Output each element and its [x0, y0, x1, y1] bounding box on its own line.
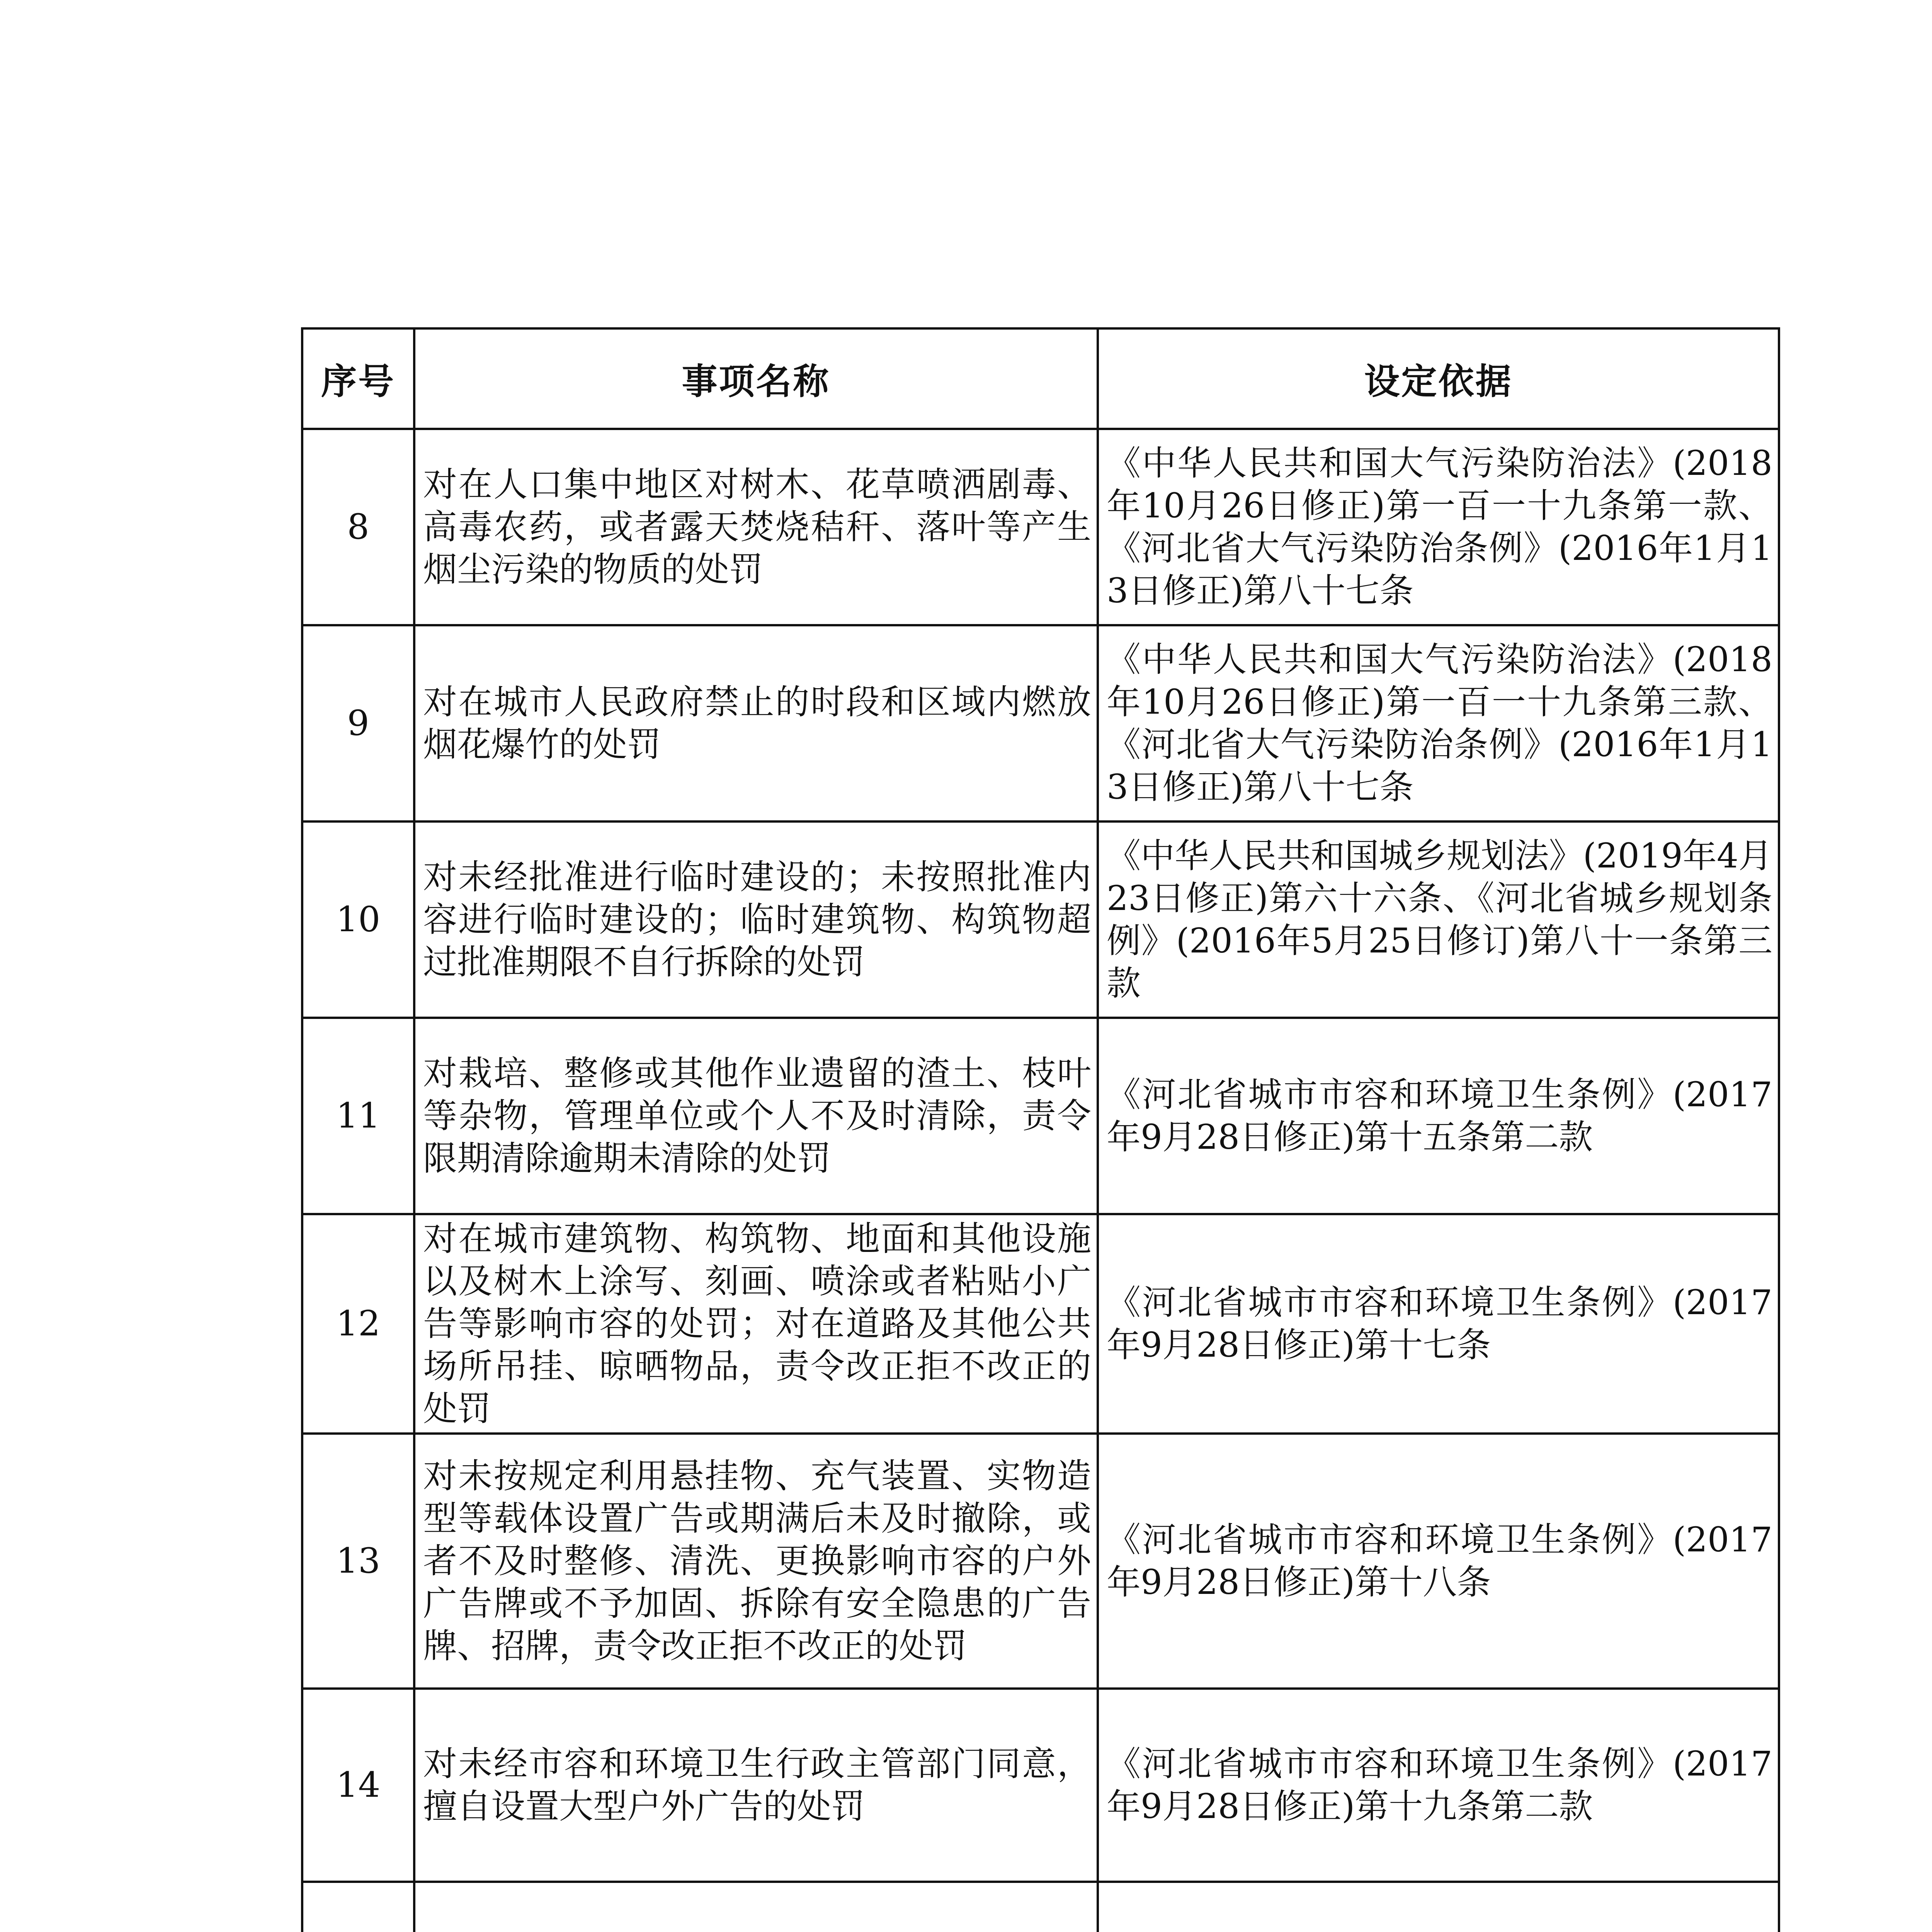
- row-item-name: 对未经市容和环境卫生行政主管部门同意，擅自设置大型户外广告的处罚: [414, 1689, 1098, 1882]
- row-number: 9: [302, 625, 414, 821]
- row-legal-basis: 《中华人民共和国城乡规划法》(2019年4月23日修正)第六十六条、《河北省城乡规划条例》(2016年5月25日修订)第八十一条第三款: [1098, 821, 1779, 1018]
- table-row: [302, 1689, 1779, 1882]
- header-legal-basis: 设定依据: [1098, 328, 1779, 429]
- row-item-name: [414, 1882, 1098, 1932]
- row-legal-basis: 《河北省城市市容和环境卫生条例》(2017年9月28日修正)第十九条第二款: [1098, 1689, 1779, 1882]
- row-number: 12: [302, 1214, 414, 1434]
- row-number: 10: [302, 821, 414, 1018]
- table-header-row: [302, 328, 1779, 429]
- row-item-name: 对在城市人民政府禁止的时段和区域内燃放烟花爆竹的处罚: [414, 625, 1098, 821]
- table-row: [302, 1434, 1779, 1689]
- row-legal-basis: [1098, 1882, 1779, 1932]
- row-item-name: 对在城市建筑物、构筑物、地面和其他设施以及树木上涂写、刻画、喷涂或者粘贴小广告等影响市容的处罚；对在道路及其他公共场所吊挂、晾晒物品，责令改正拒不改正的处罚: [414, 1214, 1098, 1434]
- row-number: 14: [302, 1689, 414, 1882]
- row-number: 13: [302, 1434, 414, 1689]
- table-row: [302, 625, 1779, 821]
- header-number: 序号: [302, 328, 414, 429]
- table-row: [302, 1882, 1779, 1932]
- table-row: [302, 1214, 1779, 1434]
- row-number: 8: [302, 429, 414, 625]
- row-item-name: 对未经批准进行临时建设的；未按照批准内容进行临时建设的；临时建筑物、构筑物超过批准期限不自行拆除的处罚: [414, 821, 1098, 1018]
- table-row: [302, 429, 1779, 625]
- row-legal-basis: 《河北省城市市容和环境卫生条例》(2017年9月28日修正)第十五条第二款: [1098, 1018, 1779, 1214]
- row-item-name: 对在人口集中地区对树木、花草喷洒剧毒、高毒农药，或者露天焚烧秸秆、落叶等产生烟尘污染的物质的处罚: [414, 429, 1098, 625]
- row-number: [302, 1882, 414, 1932]
- row-number: 11: [302, 1018, 414, 1214]
- table-row: [302, 1018, 1779, 1214]
- row-legal-basis: 《中华人民共和国大气污染防治法》(2018年10月26日修正)第一百一十九条第一款、《河北省大气污染防治条例》(2016年1月13日修正)第八十七条: [1098, 429, 1779, 625]
- row-legal-basis: 《河北省城市市容和环境卫生条例》(2017年9月28日修正)第十八条: [1098, 1434, 1779, 1689]
- row-legal-basis: 《中华人民共和国大气污染防治法》(2018年10月26日修正)第一百一十九条第三款、《河北省大气污染防治条例》(2016年1月13日修正)第八十七条: [1098, 625, 1779, 821]
- row-legal-basis: 《河北省城市市容和环境卫生条例》(2017年9月28日修正)第十七条: [1098, 1214, 1779, 1434]
- table-row: [302, 821, 1779, 1018]
- row-item-name: 对未按规定利用悬挂物、充气装置、实物造型等载体设置广告或期满后未及时撤除，或者不及时整修、清洗、更换影响市容的户外广告牌或不予加固、拆除有安全隐患的广告牌、招牌，责令改正拒不改正的处罚: [414, 1434, 1098, 1689]
- penalty-items-table: [301, 327, 1780, 1932]
- row-item-name: 对栽培、整修或其他作业遗留的渣土、枝叶等杂物，管理单位或个人不及时清除，责令限期清除逾期未清除的处罚: [414, 1018, 1098, 1214]
- header-item-name: 事项名称: [414, 328, 1098, 429]
